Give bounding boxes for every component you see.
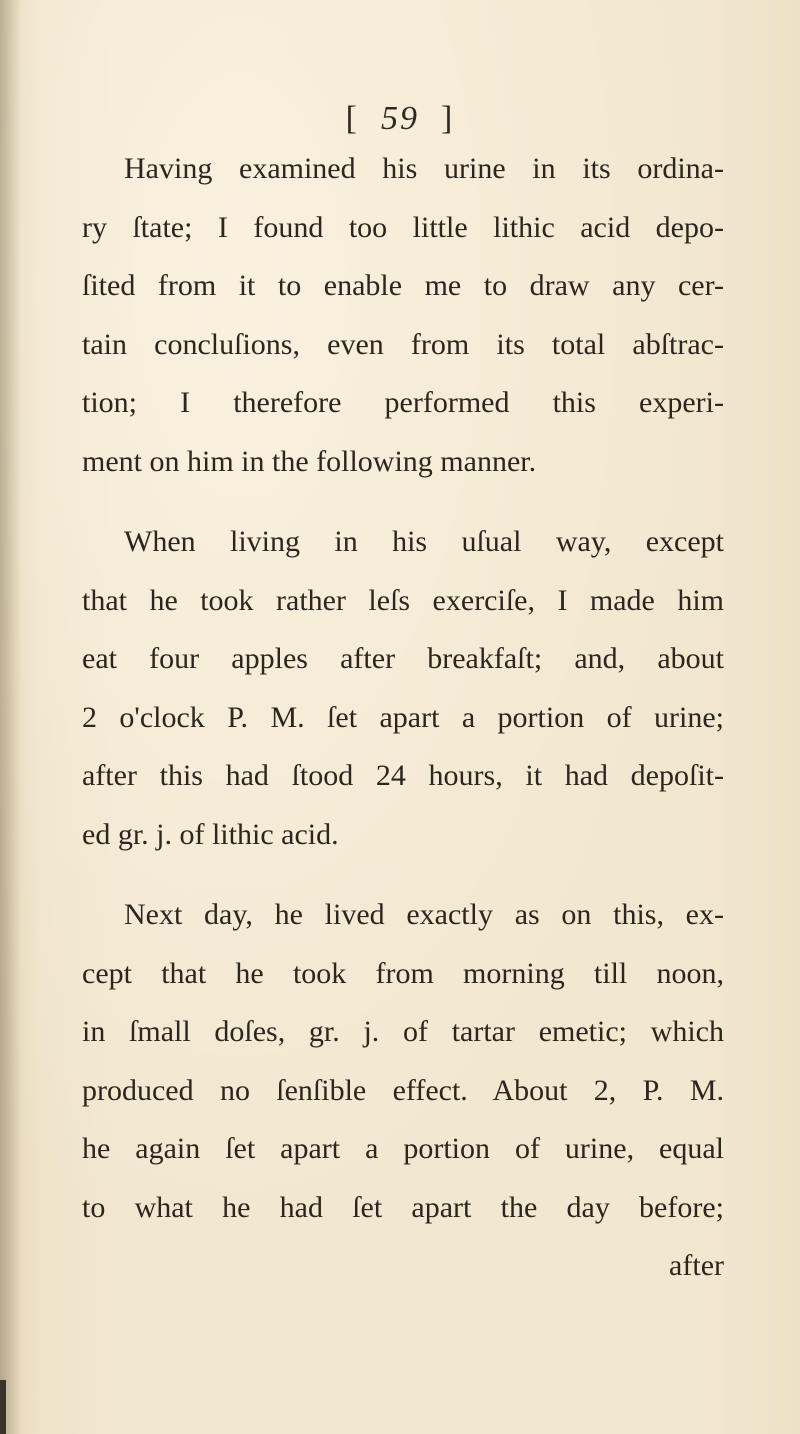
text-line: produced no ſenſible effect. About 2, P. M.	[82, 1073, 724, 1107]
page-number: 59	[381, 100, 419, 137]
text-line: ment on him in the following manner.	[82, 444, 537, 478]
text-line: cept that he took from morning till noon,	[82, 956, 724, 990]
paragraph-3	[82, 886, 724, 1237]
text-line: Having examined his urine in its ordina-	[124, 152, 724, 185]
binding-edge-mark	[0, 1380, 6, 1434]
text-line: ry ſtate; I found too little lithic acid depo-	[82, 210, 724, 244]
text-line: to what he had ſet apart the day before;	[82, 1190, 724, 1224]
paragraph-gap	[82, 491, 724, 513]
text-line: after this had ſtood 24 hours, it had depoſit-	[82, 759, 724, 792]
text-line: tain concluſions, even from its total abſtrac-	[82, 327, 724, 361]
page-header	[0, 100, 800, 138]
page-gutter-shadow	[0, 0, 22, 1434]
body-text	[82, 140, 724, 1296]
text-line: eat four apples after breakfaſt; and, about	[82, 642, 724, 675]
text-line: that he took rather leſs exerciſe, I made him	[82, 583, 724, 617]
header-bracket-close: ]	[441, 100, 455, 137]
text-line: he again ſet apart a portion of urine, equal	[82, 1132, 724, 1165]
paragraph-1	[82, 140, 724, 491]
header-bracket-open: [	[345, 100, 359, 137]
paragraph-2	[82, 513, 724, 864]
text-line: tion; I therefore performed this experi-	[82, 386, 724, 419]
catchword: after	[669, 1249, 724, 1282]
text-line: Next day, he lived exactly as on this, ex-	[124, 898, 724, 931]
text-line: 2 o'clock P. M. ſet apart a portion of urine;	[82, 700, 724, 734]
text-line: in ſmall doſes, gr. j. of tartar emetic; which	[82, 1015, 724, 1048]
text-line: ed gr. j. of lithic acid.	[82, 817, 339, 851]
paragraph-gap	[82, 864, 724, 886]
text-line: When living in his uſual way, except	[124, 525, 724, 558]
text-line: ſited from it to enable me to draw any cer-	[82, 269, 724, 302]
